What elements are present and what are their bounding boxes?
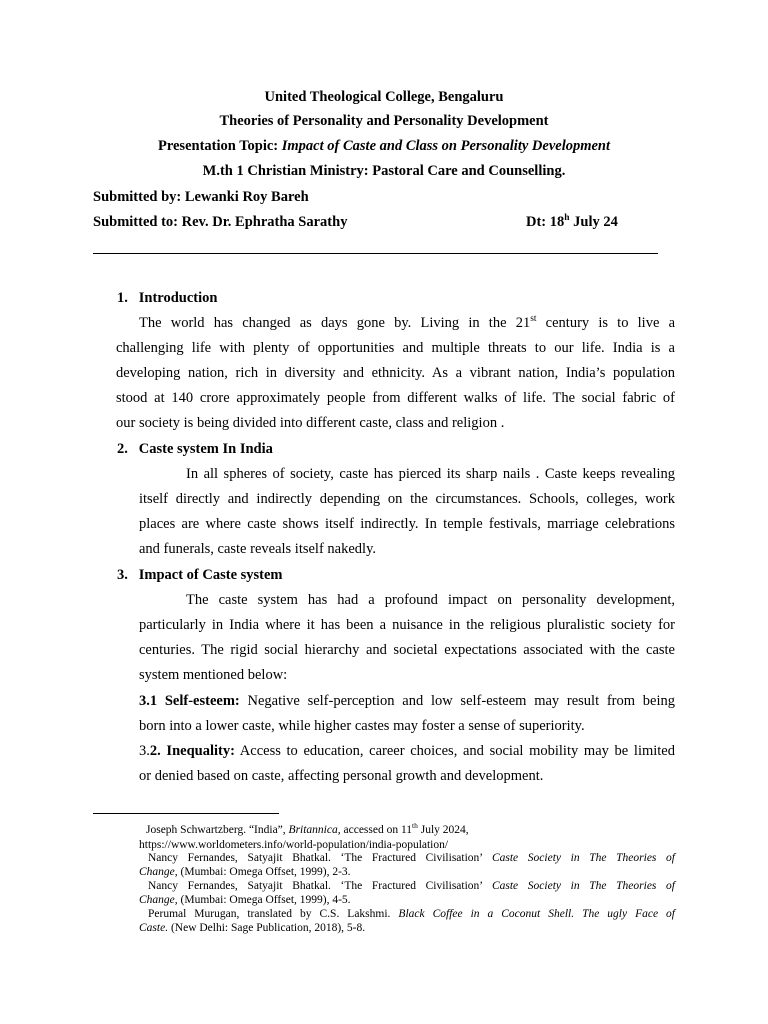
subsection-3-1-label: 3.1 Self-esteem: bbox=[139, 693, 240, 709]
footnote-3-cont: Change, (Mumbai: Omega Offset, 1999), 4-5. bbox=[139, 894, 351, 906]
presentation-topic bbox=[0, 137, 768, 155]
section-1-line-4: stood at 140 crore approximately people from different walks of life. The social fabric of bbox=[116, 390, 675, 406]
submitted-by: Submitted by: Lewanki Roy Bareh bbox=[93, 189, 309, 205]
section-2-line-2: itself directly and indirectly depending on the circumstances. Schools, colleges, work bbox=[139, 491, 675, 507]
footnote-2-cont: Change, (Mumbai: Omega Offset, 1999), 2-3. bbox=[139, 866, 351, 878]
section-3-line-2: particularly in India where it has been a nuisance in the religious pluralistic society for bbox=[139, 617, 675, 633]
section-1-heading: 1. Introduction bbox=[117, 290, 218, 306]
date: Dt: 18$^h$ July 24 bbox=[526, 213, 618, 230]
section-1-line-1: The world has changed as days gone by. Living in the 21st century is to live a bbox=[139, 314, 675, 331]
subsection-3-2-label: 2. Inequality: bbox=[149, 743, 235, 759]
topic-label: Presentation Topic: bbox=[157, 138, 279, 154]
footnote-1: Joseph Schwartzberg. “India”, Britannica, accessed on 11th July 2024, bbox=[146, 821, 469, 836]
section-1-line-3: developing nation, rich in diversity and ethnicity. As a vibrant nation, India’s population bbox=[116, 365, 675, 381]
programme: M.th 1 Christian Ministry: Pastoral Care and Counselling. bbox=[202, 163, 566, 179]
section-3-line-1: The caste system has had a profound impact on personality development, bbox=[186, 592, 675, 608]
submitted-to: Submitted to: Rev. Dr. Ephratha Sarathy bbox=[93, 214, 348, 230]
section-2-line-1: In all spheres of society, caste has pierced its sharp nails . Caste keeps revealing bbox=[186, 466, 675, 482]
college-name: United Theological College, Bengaluru bbox=[264, 89, 504, 105]
header-divider bbox=[93, 253, 658, 254]
section-1-line-5: our society is being divided into different caste, class and religion . bbox=[116, 415, 505, 431]
footnote-4-cont: Caste. (New Delhi: Sage Publication, 2018), 5-8. bbox=[139, 922, 366, 934]
footnote-1-url[interactable]: https://www.worldometers.info/world-population/india-population/ bbox=[139, 839, 449, 851]
section-2-heading: 2. Caste system In India bbox=[117, 441, 273, 457]
section-3-line-4: system mentioned below: bbox=[139, 667, 288, 683]
footnote-2: Nancy Fernandes, Satyajit Bhatkal. ‘The Fractured Civilisation’ Caste Society in The Theories of bbox=[148, 852, 675, 864]
topic-title: Impact of Caste and Class on Personality Development bbox=[281, 138, 611, 154]
subsection-3-2-line-2: or denied based on caste, affecting personal growth and development. bbox=[139, 768, 544, 784]
section-2-line-4: and funerals, caste reveals itself nakedly. bbox=[139, 541, 376, 557]
footnote-4: Perumal Murugan, translated by C.S. Lakshmi. Black Coffee in a Coconut Shell. The ugly Face of bbox=[148, 908, 675, 920]
footnote-3: Nancy Fernandes, Satyajit Bhatkal. ‘The Fractured Civilisation’ Caste Society in The Theories of bbox=[148, 880, 675, 892]
footnote-rule bbox=[93, 813, 279, 814]
section-3-line-3: centuries. The rigid social hierarchy and societal expectations associated with the caste bbox=[139, 642, 675, 658]
subsection-3-2-line-1: 3.2. Inequality: Access to education, career choices, and social mobility may be limited bbox=[139, 743, 675, 759]
course-title: Theories of Personality and Personality Development bbox=[219, 113, 549, 129]
section-3-heading: 3. Impact of Caste system bbox=[117, 567, 283, 583]
subsection-3-1-line-2: born into a lower caste, while higher castes may foster a sense of superiority. bbox=[139, 718, 585, 734]
subsection-3-1-line-1: 3.1 Self-esteem: Negative self-perception and low self-esteem may result from being bbox=[139, 693, 675, 709]
section-2-line-3: places are where caste shows itself indirectly. In temple festivals, marriage celebrations bbox=[139, 516, 675, 532]
section-1-line-2: challenging life with plenty of opportunities and multiple threats to our life. India is a bbox=[116, 340, 675, 356]
